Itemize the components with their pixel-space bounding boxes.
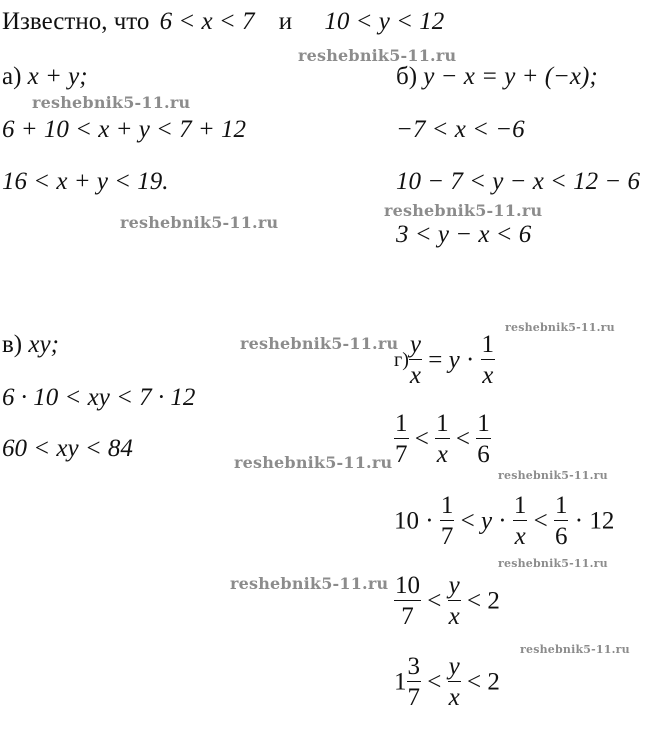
part-g-line-1: г) $\frac{y}{x}$ = y · $\frac{1}{x}$	[394, 331, 495, 389]
part-g-line-2: $\frac{1}{7}$ < $\frac{1}{x}$ < $\frac{1}{6}$	[395, 410, 490, 468]
part-a-result: 16 < x + y < 19.	[2, 168, 169, 195]
intro-conjunction: и	[278, 8, 293, 35]
watermark: reshebnik5-11.ru	[384, 201, 543, 220]
watermark: reshebnik5-11.ru	[298, 46, 457, 65]
watermark: reshebnik5-11.ru	[240, 334, 399, 353]
fraction-y-over-x: $\frac{y}{x}$	[448, 653, 460, 711]
intro-text: Известно, что	[2, 8, 150, 35]
fraction-1-over-x: $\frac{1}{x}$	[513, 492, 527, 550]
part-b-result: 3 < y − x < 6	[396, 221, 532, 248]
watermark: reshebnik5-11.ru	[520, 643, 630, 656]
intro-condition-x: 6 < x < 7	[159, 8, 255, 35]
fraction-1-over-7: $\frac{1}{7}$	[440, 492, 454, 550]
fraction-1-over-7: $\frac{1}{7}$	[395, 410, 408, 468]
part-b-step-2: 10 − 7 < y − x < 12 − 6	[396, 168, 641, 195]
part-v-result: 60 < xy < 84	[2, 435, 133, 462]
intro-condition-y: 10 < y < 12	[324, 8, 445, 35]
part-v-header	[2, 332, 59, 357]
fraction-10-over-7: $\frac{10}{7}$	[395, 572, 420, 630]
part-g-label: г)	[394, 349, 409, 371]
part-a-label: а)	[2, 63, 22, 90]
part-g-result: 1 $\frac{3}{7}$ < $\frac{y}{x}$ < 2	[394, 653, 500, 711]
fraction-y-over-x: $\frac{y}{x}$	[409, 331, 421, 389]
watermark: reshebnik5-11.ru	[120, 213, 279, 232]
part-v-label: в)	[2, 331, 23, 358]
fraction-y-over-x: $\frac{y}{x}$	[448, 572, 460, 630]
watermark: reshebnik5-11.ru	[498, 557, 608, 570]
part-a-expression: x + y;	[27, 63, 88, 90]
intro-line	[2, 9, 444, 34]
part-b-header	[396, 64, 598, 89]
part-b-step-1: −7 < x < −6	[396, 116, 525, 143]
part-a-header	[2, 64, 88, 89]
fraction-1-over-x: $\frac{1}{x}$	[481, 331, 495, 389]
part-v-expression: xy;	[28, 331, 59, 358]
watermark: reshebnik5-11.ru	[230, 574, 389, 593]
part-b-label: б)	[396, 63, 418, 90]
watermark: reshebnik5-11.ru	[498, 469, 608, 482]
part-b-expression: y − x = y + (−x);	[423, 63, 598, 90]
fraction-1-over-x: $\frac{1}{x}$	[436, 410, 449, 468]
part-g-line-4: $\frac{10}{7}$ < $\frac{y}{x}$ < 2	[395, 572, 500, 630]
watermark: reshebnik5-11.ru	[234, 453, 393, 472]
fraction-1-over-6: $\frac{1}{6}$	[554, 492, 568, 550]
watermark: reshebnik5-11.ru	[505, 321, 615, 334]
watermark: reshebnik5-11.ru	[32, 93, 191, 112]
part-a-step-1: 6 + 10 < x + y < 7 + 12	[2, 116, 247, 143]
part-g-line-3: 10 · $\frac{1}{7}$ < y · $\frac{1}{x}$ < $\frac{1}{6}$ · 12	[394, 492, 615, 550]
part-v-step-1: 6 · 10 < xy < 7 · 12	[2, 384, 196, 411]
fraction-1-over-6: $\frac{1}{6}$	[477, 410, 490, 468]
fraction-3-over-7: $\frac{3}{7}$	[407, 653, 420, 711]
